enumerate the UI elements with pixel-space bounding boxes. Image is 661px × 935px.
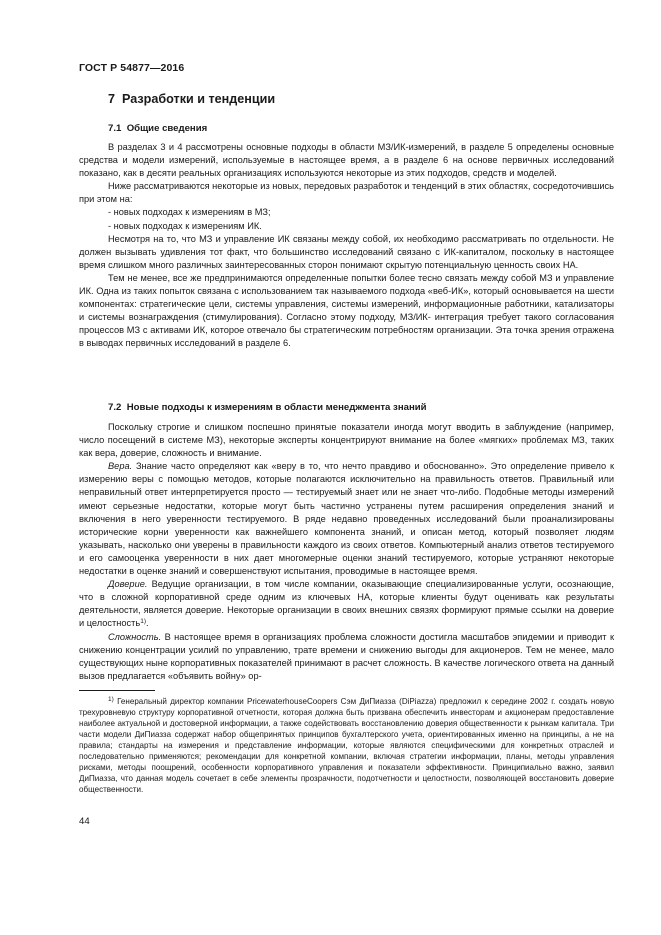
subsection-number: 7.2	[108, 402, 122, 413]
term-vera: Вера.	[108, 461, 133, 472]
paragraph: Несмотря на то, что МЗ и управление ИК связаны между собой, их необходимо рассматривать по отдельности. Не должен вызывать удивления тот факт, что большинство исследований связано с ИК-капиталом, поскольку в настоящее время слишком много различных заинтересованных сторон понимают скрытую потенциальную ценность своих НА.	[79, 233, 614, 270]
subsection-body-7-2	[79, 421, 614, 683]
paragraph: Ниже рассматриваются некоторые из новых, передовых разработок и тенденций в этих областях, сосредоточившись при этом на:	[79, 181, 614, 205]
term-doverie: Доверие.	[108, 579, 148, 590]
paragraph: Тем не менее, все же предпринимаются определенные попытки более тесно связать между собой МЗ и управление ИК. Одна из таких попыток связана с использованием так называемого подхода «веб-ИК», который основывается на шести компонентах: стратегические цели, системы управления, системы измерений, информационные работники, катализаторы и системы вознаграждения (стимулирования). Согласно этому подходу, МЗ/ИК- интеграция требует такого согласования процессов МЗ с активами ИК, которое отвечало бы стратегическим потребностям организации. Эта точка зрения отражена в выводах первичных исследований в разделе 6.	[79, 272, 614, 349]
doverie-text: Ведущие организации, в том числе компании, оказывающие специализированные услуги, осознающие, что в сложной корпоративной среде одним из ключевых НА, которые клиенты будут оценивать как результаты деятельности, является доверие. Некоторые организации в своих внешних связях формируют прямые ссылки на доверие и целостность	[79, 579, 614, 629]
footnote-divider	[79, 690, 155, 691]
list-item: - новых подходах к измерениям ИК.	[108, 220, 262, 231]
subsection-heading-7-2	[108, 402, 427, 413]
subsection-body-7-1	[79, 141, 614, 351]
section-title: Разработки и тенденции	[122, 92, 276, 106]
footnote-text: Генеральный директор компании PricewaterhouseCoopers Сэм ДиПиазза (DiPiazza) предложил к середине 2002 г. создать новую трехуровневую структуру корпоративной отчетности, которая должна быть призвана обеспечить инвесторам и акционерам предоставление наиболее актуальной и достоверной информации, а также содействовать восстановлению доверия общественности к рынкам капитала. Три части модели ДиПиазза содержат набор общепринятых принципов бухгалтерского учета, ориентированных именно на принципы, а не на правила; стандарты на измерения и представление информации, которые являются специфическими для конкретных отраслей и последовательно применяются; рекомендации для конкретной компании, включая стратегии информации, планы, методы управления рисками, методы поощрений, особенности корпоративного управления и показатели эффективности. Принципиально важно, заявил ДиПиазза, что данная модель сочетает в себе элементы прозрачности, подотчетности и целостности, позволяющей восстановить доверие общественности.	[79, 697, 614, 794]
subsection-title: Новые подходы к измерениям в области менеджмента знаний	[126, 402, 427, 413]
subsection-number: 7.1	[108, 123, 122, 134]
paragraph-slozhnost	[79, 631, 614, 683]
subsection-title: Общие сведения	[126, 123, 208, 134]
slozhnost-text: В настоящее время в организациях проблема сложности достигла масштабов эпидемии и приводит к снижению концентрации усилий по управлению, трате времени и снижению выгоды для акционеров. Тем не менее, мало существующих ныне корпоративных показателей принимают в расчет сложность. В качестве логического ответа на данный вызов предлагается «объявить войну» ор-	[79, 631, 614, 681]
paragraph-doverie	[79, 578, 614, 630]
footnote-marker: 1)	[108, 696, 114, 703]
term-slozhnost: Сложность.	[108, 631, 162, 642]
footnote-reference[interactable]: 1)	[140, 618, 146, 626]
paragraph: Поскольку строгие и слишком поспешно принятые показатели иногда могут вводить в заблуждение (например, число посещений в системе МЗ), некоторые эксперты концентрируют внимание на более «мягких» проблемах МЗ, таких как вера, доверие, сложность и внимание.	[79, 422, 614, 459]
list-item: - новых подходах к измерениям в МЗ;	[108, 207, 271, 218]
footnote	[79, 697, 614, 796]
standard-header: ГОСТ Р 54877—2016	[79, 62, 185, 74]
vera-text: Знание часто определяют как «веру в то, что нечто правдиво и обоснованно». Это определение привело к измерению веры с помощью методов, которые полагаются исключительно на правильность ответов. Правильный или неправильный ответ интерпретируется просто — тестируемый знает или не знает что-либо. Подобные методы измерений имеют серьезные недостатки, которые могут быть частично устранены путем расширения определения знаний и включения в него уверенности тестируемого. В ряде недавно проведенных исследований были проанализированы исторические корни уверенности как важнейшего компонента знаний, и описан метод, который позволяет людям указывать, насколько они уверены в правильности каждого из своих ответов. Компьютерный анализ ответов тестируемого и его самооценка уверенности в них дает многомерные оценки знаний тестируемого, которые устраняют некоторые недостатки в оценке знаний и совершенствуют испытания, проводимые в настоящее время.	[79, 461, 614, 577]
section-heading	[108, 92, 275, 106]
paragraph: В разделах 3 и 4 рассмотрены основные подходы в области МЗ/ИК-измерений, в разделе 5 определены основные средства и модели измерений, используемые в настоящее время, а в разделе 6 на основе первичных исследований показано, как в десяти реальных организациях используются некоторые из этих подходов, средств и моделей.	[79, 142, 614, 179]
subsection-heading-7-1	[108, 123, 207, 134]
doverie-end: .	[146, 618, 149, 629]
page-number: 44	[79, 816, 90, 827]
section-number: 7	[108, 92, 116, 106]
paragraph-vera	[79, 460, 614, 578]
